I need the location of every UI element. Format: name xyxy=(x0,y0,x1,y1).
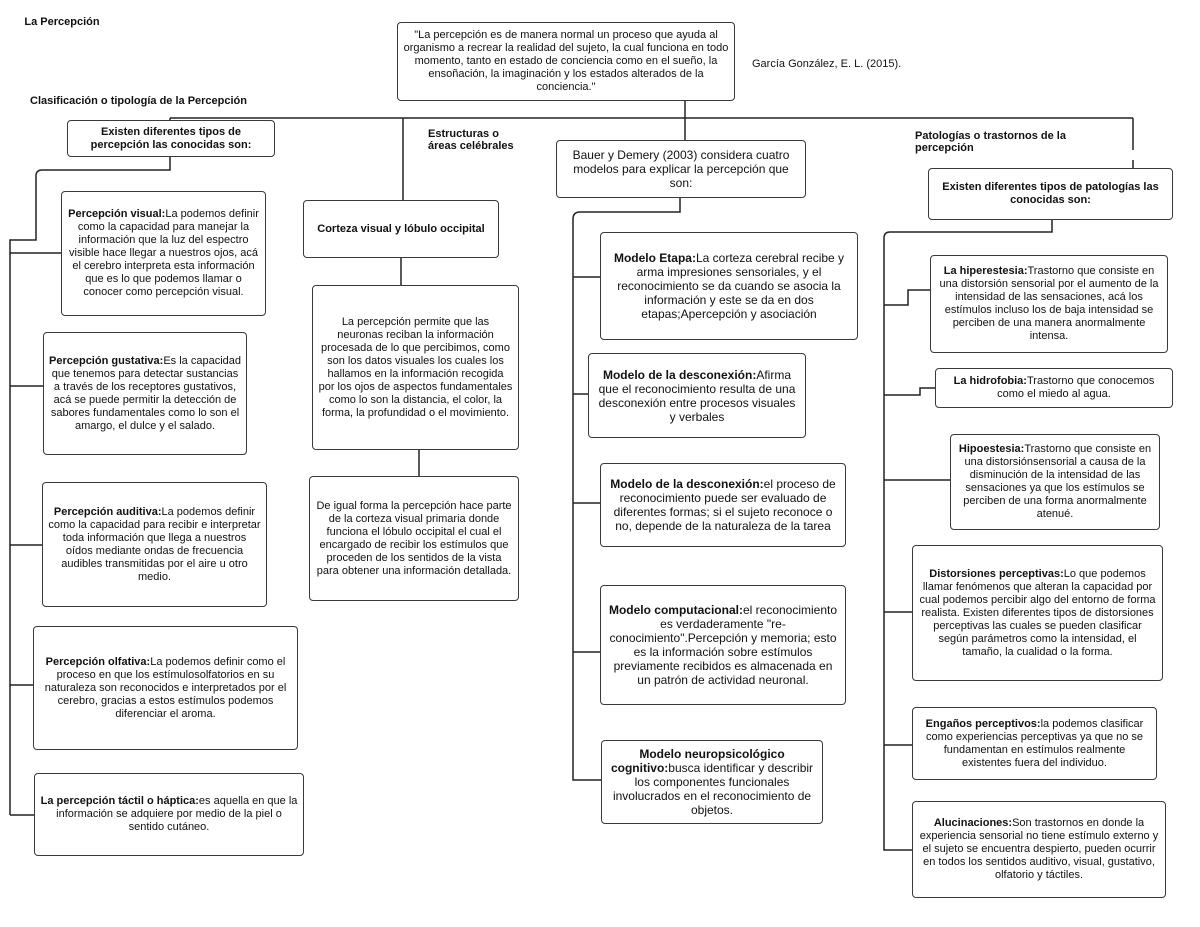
visual-cortex-box xyxy=(303,200,499,258)
perceptual-distortions-text: Lo que podemos llamar fenómenos que alteran la capacidad por cual podemos percibir algo del entorno de forma realista. Existen diferentes tipos de distorsiones perceptivas las cuales se pueden clasificar según parámetros como la intensidad, el tamaño, la cualidad o la forma. xyxy=(919,567,1156,658)
pathologies-intro: Existen diferentes tipos de patologías las conocidas son: xyxy=(942,181,1159,206)
perceptual-deceptions-text: la podemos clasificar como experiencias perceptivas ya que no se fundamentan en estímulos realmente existentes fuera del individuo. xyxy=(925,717,1144,769)
citation: García González, E. L. (2015). xyxy=(752,58,902,70)
model-disconnection-2-term: Modelo de la desconexión: xyxy=(610,477,764,491)
pathologies-heading: Patologías o trastornos de la percepción xyxy=(915,130,1066,154)
hyperesthesia-term: La hiperestesia: xyxy=(943,265,1028,277)
hallucinations-term: Alucinaciones: xyxy=(933,817,1013,829)
model-neuropsychological-box xyxy=(601,740,823,824)
model-disconnection-2-text: el proceso de reconocimiento puede ser evaluado de diferentes formas; si el sujeto reconoce o no, depende de la naturaleza de la tarea xyxy=(613,477,836,533)
perceptual-distortions-box xyxy=(912,545,1163,681)
perceptual-deceptions-box xyxy=(912,707,1157,780)
pathologies-intro-box xyxy=(928,168,1173,220)
hallucinations-text: Son trastornos en donde la experiencia sensorial no tiene estímulo externo y el sujeto se encuentra despierto, pueden ocurrir en todos los sentidos auditivo, visual, gustativo, olfatorio y táctiles. xyxy=(919,817,1159,881)
hypoesthesia-term: Hipoestesia: xyxy=(958,443,1025,455)
hypoesthesia-text: Trastorno que consiste en una distorsiónsensorial a causa de la disminución de la intensidad de las sensaciones ya que los estímulos se perciben de una forma anormalmente atenué. xyxy=(963,443,1152,520)
perception-tactile-term: La percepción táctil o háptica: xyxy=(40,795,199,807)
hydrophobia-box xyxy=(935,368,1173,408)
structures-item-2-box xyxy=(309,476,519,601)
structures-item-2: De igual forma la percepción hace parte de la corteza visual primaria donde funciona el lóbulo occipital el cual el encargado de recibir los estímulos que proceden de los sentidos de la vista para obtener una información detallada. xyxy=(316,499,512,577)
model-disconnection-1-term: Modelo de la desconexión: xyxy=(602,367,757,382)
model-stage-term: Modelo Etapa: xyxy=(613,251,696,265)
perception-gustatory-term: Percepción gustativa: xyxy=(49,354,164,367)
model-neuropsychological-term: Modelo neuropsicológico cognitivo: xyxy=(610,747,785,775)
model-stage-text: La corteza cerebral recibe y arma impresiones sensoriales, y el reconocimiento se da cuando se asocia la información y este se da en dos etapas;Apercepción y asociación xyxy=(617,251,845,321)
structures-item-1-box xyxy=(312,285,519,450)
perception-gustatory-text: Es la capacidad que tenemos para detectar sustancias a través de los receptores gustativos, acá se puede permitir la detección de sabores fundamentales como lo son el amargo, el dulce y el salado. xyxy=(50,354,241,432)
classification-heading: Clasificación o tipología de la Percepción xyxy=(30,95,247,107)
visual-cortex-title: Corteza visual y lóbulo occipital xyxy=(317,222,485,235)
model-computational-text: el reconocimiento es verdaderamente "re-conocimiento".Percepción y memoria; esto es la información sobre estímulos previamente recibidos es almacenada en un patrón de actividad neuronal. xyxy=(609,603,838,687)
hyperesthesia-text: Trastorno que consiste en una distorsión sensorial por el aumento de la intensidad de las sensaciones, acá los estímulos incluso los de baja intensidad se perciben de una manera anormalmente intensa. xyxy=(939,265,1159,342)
perceptual-deceptions-term: Engaños perceptivos: xyxy=(925,717,1041,730)
perception-auditory-text: La podemos definir como la capacidad para recibir e interpretar toda información que llega a nuestros oídos mediante ondas de frecuencia audibles transmitidas por el aire u otro medio. xyxy=(48,505,261,583)
perceptual-distortions-term: Distorsiones perceptivas: xyxy=(929,567,1064,580)
perception-auditory-term: Percepción auditiva: xyxy=(53,505,162,518)
models-intro-box xyxy=(556,140,806,198)
perception-tactile-box xyxy=(34,773,304,856)
hallucinations-box xyxy=(912,801,1166,898)
classification-intro: Existen diferentes tipos de percepción las conocidas son: xyxy=(90,125,252,151)
model-disconnection-2-box xyxy=(600,463,846,547)
model-neuropsychological-text: busca identificar y describir los componentes funcionales involucrados en el reconocimiento de objetos. xyxy=(612,761,814,817)
hyperesthesia-box xyxy=(930,255,1168,353)
page-title: La Percepción xyxy=(24,16,100,28)
model-disconnection-1-box xyxy=(588,353,806,438)
model-computational-box xyxy=(600,585,846,705)
model-computational-term: Modelo computacional: xyxy=(608,603,743,617)
definition-quote-box xyxy=(397,22,735,101)
hydrophobia-term: La hidrofobia: xyxy=(953,375,1027,387)
model-stage-box xyxy=(600,232,858,340)
perception-gustatory-box xyxy=(43,332,247,455)
structures-item-1: La percepción permite que las neuronas reciban la información procesada de lo que percibimos, como son los datos visuales los cuales los hallamos en la información recogida por los ojos de aspectos fundamentales como lo son la distancia, el color, la forma, la profundidad o el movimiento. xyxy=(318,315,513,419)
classification-intro-box xyxy=(67,120,275,157)
perception-olfactory-term: Percepción olfativa: xyxy=(45,655,151,668)
definition-quote-text: "La percepción es de manera normal un proceso que ayuda al organismo a recrear la realidad del sujeto, la cual funciona en todo momento, tanto en estado de conciencia como en el sueño, la ensoñación, la imaginación y los estados alterados de la conciencia." xyxy=(403,29,729,93)
perception-olfactory-box xyxy=(33,626,298,750)
perception-tactile-text: es aquella en que la información se adquiere por medio de la piel o sentido cutáneo. xyxy=(56,795,298,833)
perception-visual-term: Percepción visual: xyxy=(68,208,166,220)
perception-auditory-box xyxy=(42,482,267,607)
model-disconnection-1-text: Afirma que el reconocimiento resulta de una desconexión entre procesos visuales y verbales xyxy=(598,367,796,424)
models-intro: Bauer y Demery (2003) considera cuatro modelos para explicar la percepción que son: xyxy=(572,148,790,190)
hypoesthesia-box xyxy=(950,434,1160,530)
structures-heading: Estructuras o áreas celébrales xyxy=(428,128,514,152)
perception-visual-text: La podemos definir como la capacidad para manejar la información que la luz del espectro visible hace llegar a nuestros ojos, acá el cerebro interpreta esta información que es lo que podemos llamar o conocer como percepción visual. xyxy=(69,208,259,298)
perception-visual-box xyxy=(61,191,266,316)
hydrophobia-text: Trastorno que conocemos como el miedo al agua. xyxy=(997,375,1155,400)
perception-olfactory-text: La podemos definir como el proceso en que los estímulosolfatorios en su naturaleza son reconocidos e interpretados por el cerebro, gracias a estos estímulos podemos diferenciar el aroma. xyxy=(44,655,287,720)
